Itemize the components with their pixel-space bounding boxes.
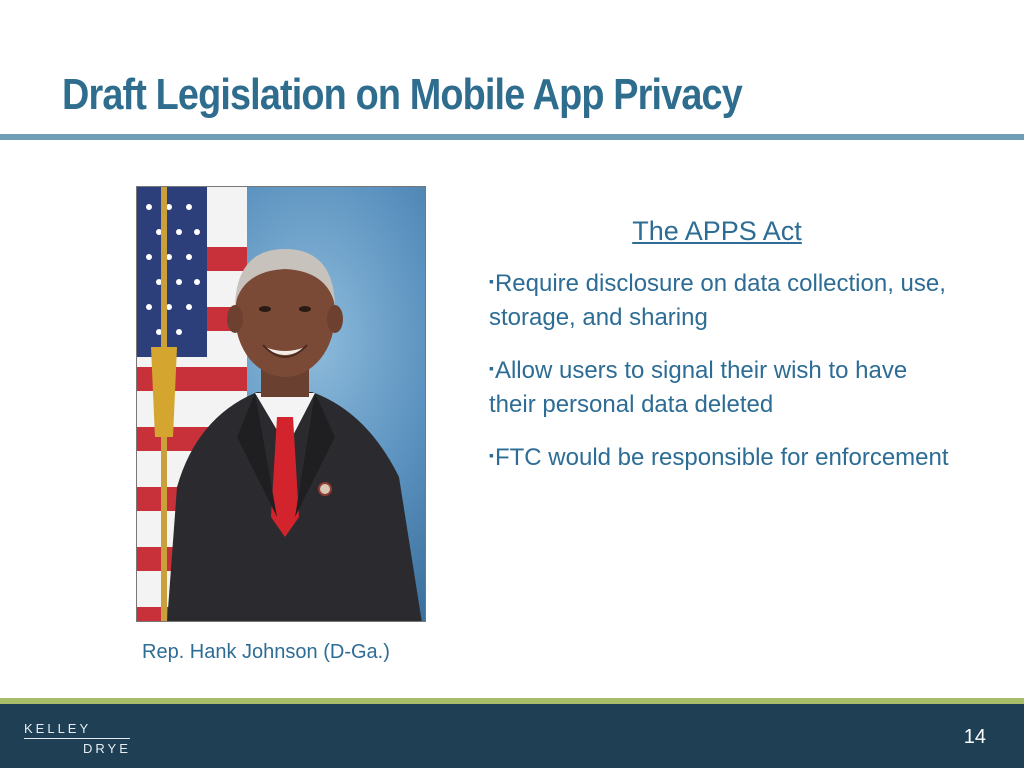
bullet-text: FTC would be responsible for enforcement bbox=[494, 444, 949, 471]
bullet-item bbox=[489, 438, 959, 475]
photo-caption: Rep. Hank Johnson (D-Ga.) bbox=[142, 641, 390, 663]
bullet-text: Allow users to signal their wish to have their personal data deleted bbox=[489, 357, 908, 418]
bullet-item bbox=[489, 351, 959, 422]
kelley-drye-logo bbox=[24, 722, 131, 756]
bullet-marker: ▪ bbox=[489, 447, 494, 463]
bullet-item bbox=[489, 264, 959, 335]
congressman-portrait-photo bbox=[136, 186, 426, 622]
logo-text-top: KELLEY bbox=[24, 721, 92, 736]
logo-divider bbox=[24, 738, 130, 739]
title-divider bbox=[0, 134, 1024, 140]
logo-text-bottom: DRYE bbox=[83, 741, 131, 756]
footer-bar bbox=[0, 704, 1024, 768]
bullet-text: Require disclosure on data collection, use, storage, and sharing bbox=[489, 270, 946, 331]
bullet-marker: ▪ bbox=[489, 273, 494, 289]
page-number: 14 bbox=[963, 726, 986, 748]
slide-title: Draft Legislation on Mobile App Privacy bbox=[62, 70, 742, 119]
section-heading: The APPS Act bbox=[632, 216, 802, 246]
content-block bbox=[489, 212, 959, 491]
bullet-marker: ▪ bbox=[489, 360, 494, 376]
